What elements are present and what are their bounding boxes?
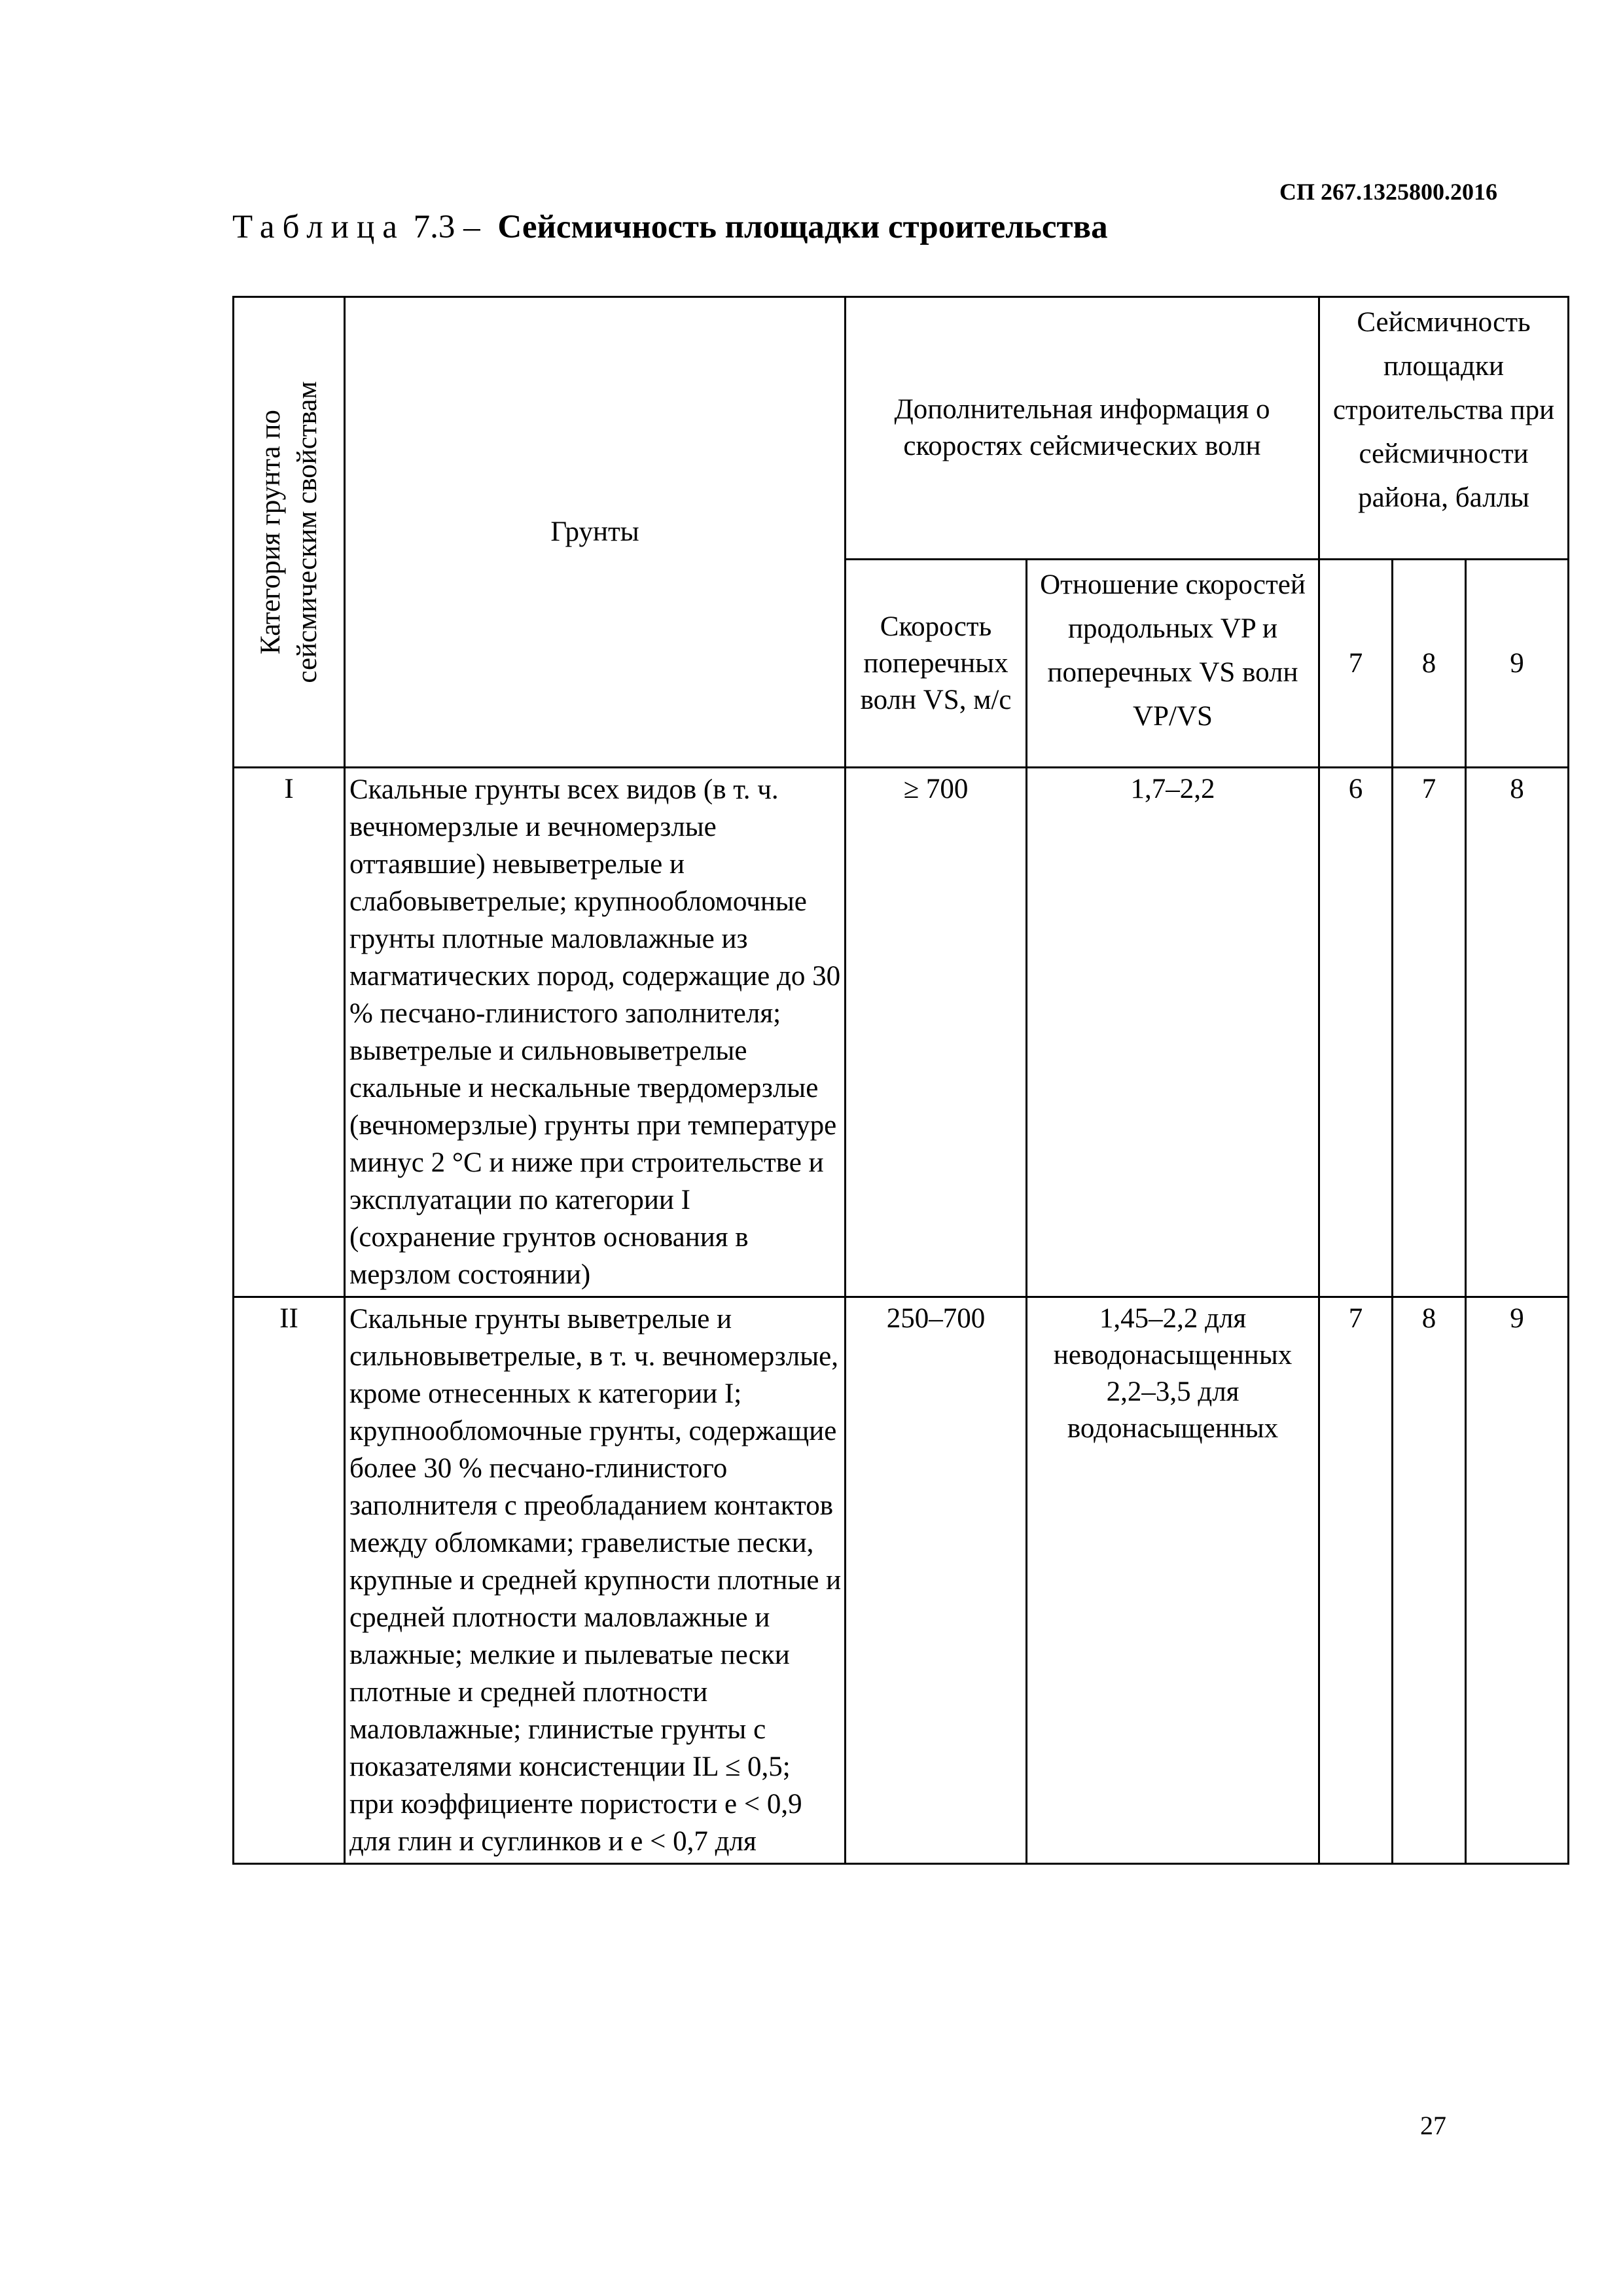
row-seismicity-9: 9: [1466, 1297, 1569, 1864]
header-seismicity: Сейсмичность площадки строительства при сейсмичности района, баллы: [1319, 297, 1569, 560]
header-intensity-7: 7: [1319, 560, 1393, 768]
header-category: Категория грунта по сейсмическим свойствам: [255, 381, 323, 683]
row-seismicity-8: 7: [1393, 768, 1466, 1297]
table-row: [234, 768, 1569, 1297]
table-title-label: Таблица: [232, 209, 405, 245]
table-title-name: Сейсмичность площадки строительства: [497, 209, 1108, 245]
header-category-cell: [234, 297, 345, 768]
row-soils: Скальные грунты выветрелые и сильновыветрелые, в т. ч. вечномерзлые, кроме отнесенных к категории I; крупнообломочные грунты, содержащие более 30 % песчано-глинистого заполнителя с преобладанием контактов между обломками; гравелистые пески, крупные и средней крупности плотные и средней плотности маловлажные и влажные; мелкие и пылеватые пески плотные и средней плотности маловлажные; глинистые грунты с показателями консистенции IL ≤ 0,5; при коэффициенте пористости e < 0,9 для глин и суглинков и e < 0,7 для: [345, 1297, 846, 1864]
header-velocity: Скорость поперечных волн VS, м/с: [846, 560, 1027, 768]
table-title-number: 7.3 –: [413, 209, 480, 245]
document-code: СП 267.1325800.2016: [1279, 179, 1497, 205]
row-soils: Скальные грунты всех видов (в т. ч. вечномерзлые и вечномерзлые оттаявшие) невыветрелые и слабовыветрелые; крупнообломочные грунты плотные маловлажные из магматических пород, содержащие до 30 % песчано-глинистого заполнителя; выветрелые и сильновыветрелые скальные и нескальные твердомерзлые (вечномерзлые) грунты при температуре минус 2 °С и ниже при строительстве и эксплуатации по категории I (сохранение грунтов основания в мерзлом состоянии): [345, 768, 846, 1297]
header-row-1: [234, 297, 1569, 560]
row-ratio: 1,7–2,2: [1027, 768, 1319, 1297]
page-number: 27: [1420, 2111, 1446, 2140]
table-title: [232, 208, 1108, 246]
table-row: [234, 1297, 1569, 1864]
header-additional-info: Дополнительная информация о скоростях сейсмических волн: [846, 297, 1319, 560]
header-soils: Грунты: [345, 297, 846, 768]
header-ratio: Отношение скоростей продольных VP и поперечных VS волн VP/VS: [1027, 560, 1319, 768]
row-velocity: ≥ 700: [846, 768, 1027, 1297]
row-seismicity-7: 6: [1319, 768, 1393, 1297]
row-seismicity-9: 8: [1466, 768, 1569, 1297]
row-ratio: 1,45–2,2 для неводонасыщенных 2,2–3,5 для водонасыщенных: [1027, 1297, 1319, 1864]
row-category: I: [234, 768, 345, 1297]
row-seismicity-7: 7: [1319, 1297, 1393, 1864]
header-intensity-8: 8: [1393, 560, 1466, 768]
seismicity-table: [232, 296, 1569, 1865]
header-intensity-9: 9: [1466, 560, 1569, 768]
row-seismicity-8: 8: [1393, 1297, 1466, 1864]
row-velocity: 250–700: [846, 1297, 1027, 1864]
row-category: II: [234, 1297, 345, 1864]
